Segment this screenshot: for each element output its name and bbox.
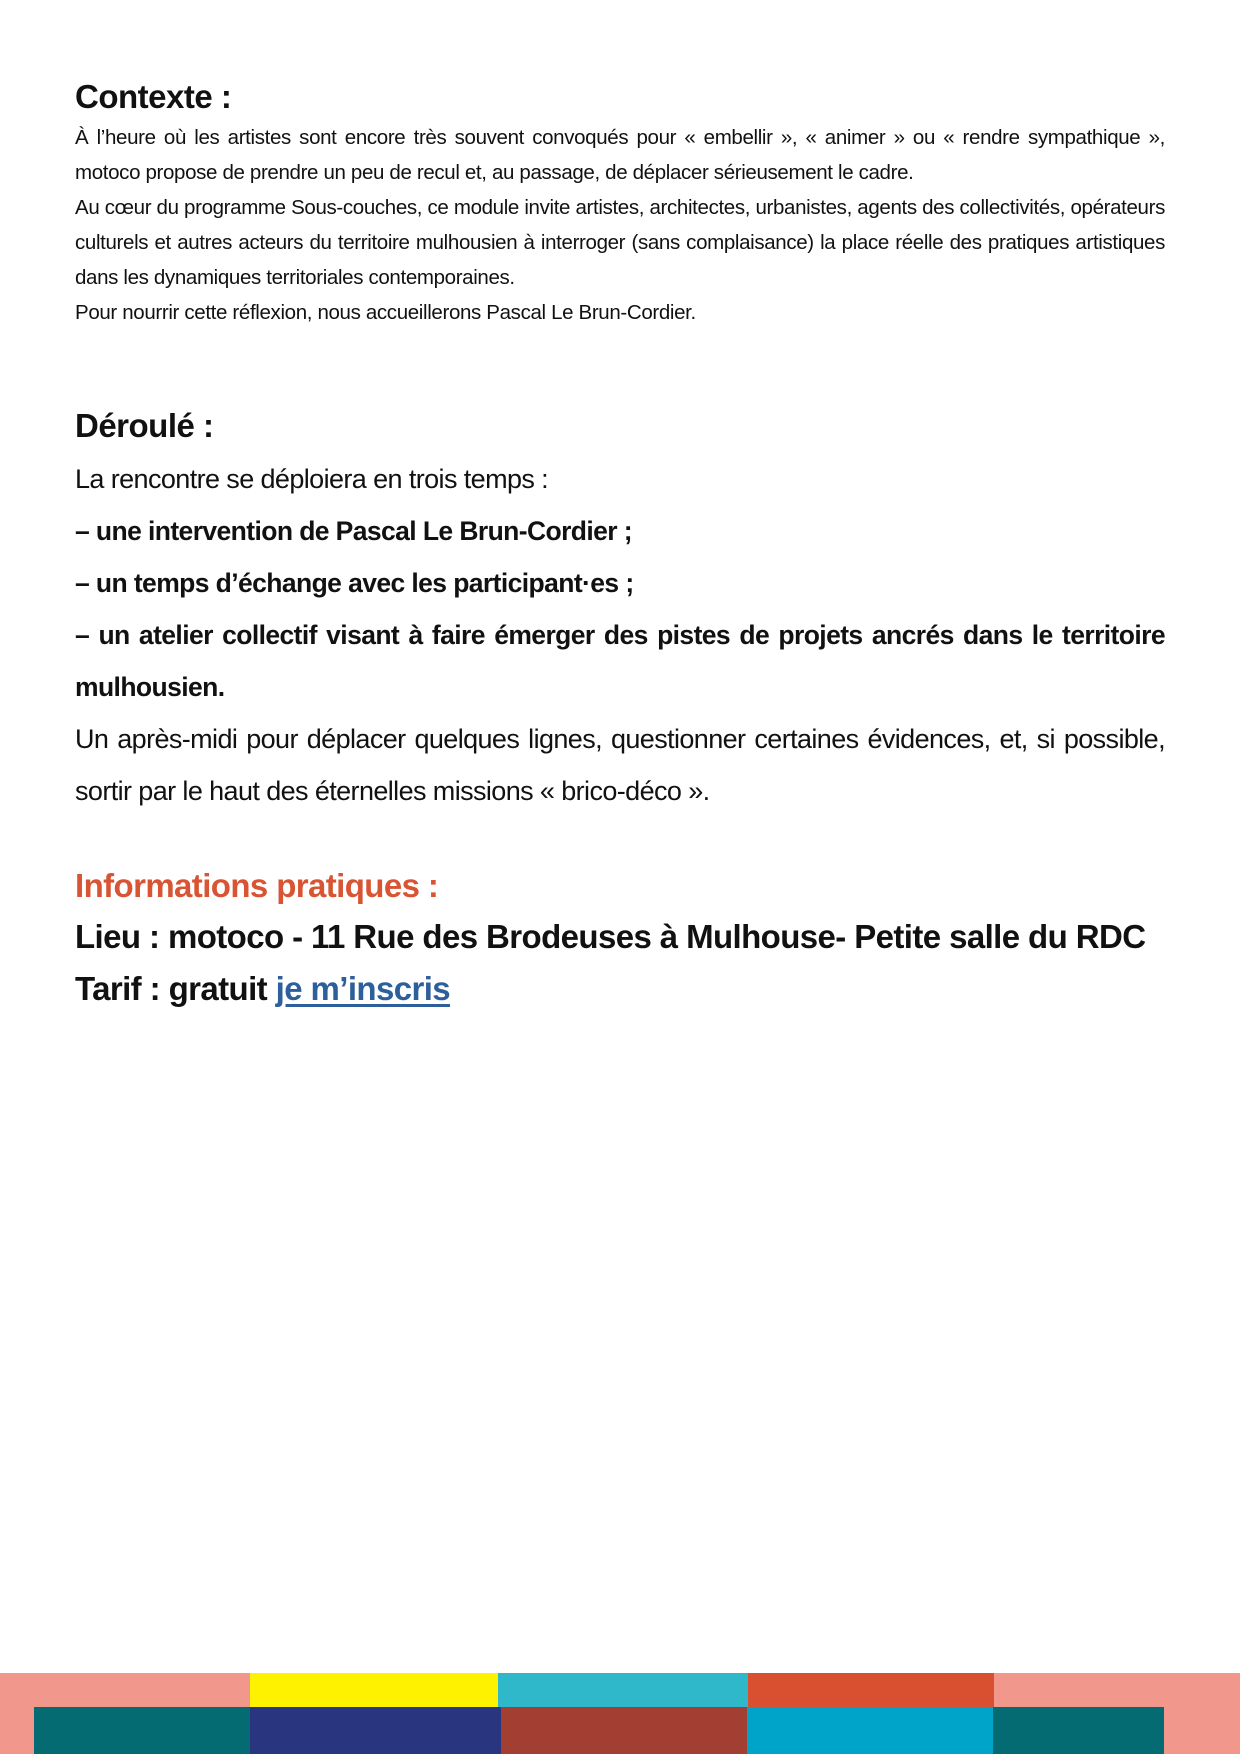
info-tarif: Tarif : gratuit — [75, 970, 268, 1007]
band-block-teal-left — [34, 1707, 250, 1754]
deroule-step-1: – une intervention de Pascal Le Brun-Cordier ; — [75, 516, 632, 546]
deroule-section — [75, 403, 1165, 817]
contexte-paragraph-2: Au cœur du programme Sous-couches, ce module invite artistes, architectes, urbanistes, agents des collectivités, opérateurs culturels et autres acteurs du territoire mulhousien à interroger (sans complaisance) la place réelle des pratiques artistiques dans les dynamiques territoriales contemporaines. — [75, 196, 1165, 289]
info-section — [75, 861, 1165, 1015]
deroule-intro: La rencontre se déploiera en trois temps : — [75, 464, 549, 494]
band-block-yellow — [250, 1673, 498, 1711]
deroule-step-2: – un temps d’échange avec les participant·es ; — [75, 568, 634, 598]
band-block-brick — [501, 1707, 747, 1754]
deroule-step-3: – un atelier collectif visant à faire émerger des pistes de projets ancrés dans le territoire mulhousien. — [75, 620, 1165, 702]
document-page — [75, 74, 1165, 1015]
info-lieu: Lieu : motoco - 11 Rue des Brodeuses à Mulhouse- Petite salle du RDC — [75, 918, 1146, 955]
footer-color-band — [0, 1673, 1240, 1754]
contexte-paragraph-1: À l’heure où les artistes sont encore très souvent convoqués pour « embellir », « animer » ou « rendre sympathique », motoco propose de prendre un peu de recul et, au passage, de déplacer sérieusement le cadre. — [75, 126, 1165, 184]
contexte-heading: Contexte : — [75, 78, 232, 115]
band-block-cyan — [498, 1673, 748, 1711]
info-tarif-line — [75, 963, 1165, 1015]
contexte-section — [75, 74, 1165, 330]
band-block-bright-cyan — [747, 1707, 993, 1754]
contexte-paragraph-3: Pour nourrir cette réflexion, nous accueillerons Pascal Le Brun-Cordier. — [75, 301, 696, 324]
band-block-teal-right — [993, 1707, 1164, 1754]
band-block-orange — [748, 1673, 994, 1711]
deroule-conclusion: Un après-midi pour déplacer quelques lignes, questionner certaines évidences, et, si possible, sortir par le haut des éternelles missions « brico-déco ». — [75, 724, 1165, 806]
deroule-heading: Déroulé : — [75, 407, 214, 444]
band-block-navy — [250, 1707, 501, 1754]
signup-link[interactable]: je m’inscris — [275, 970, 451, 1007]
info-heading: Informations pratiques : — [75, 867, 439, 904]
